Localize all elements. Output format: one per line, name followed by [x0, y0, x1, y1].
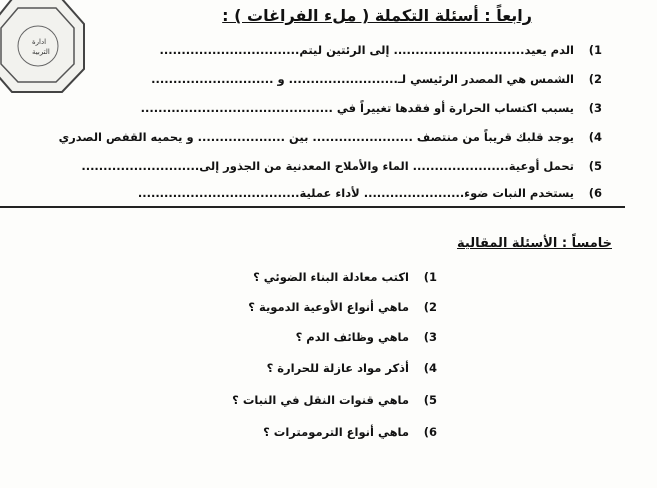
- ministry-logo: [0, 0, 87, 94]
- essay-item: [267, 361, 437, 375]
- essay-item: [296, 330, 437, 344]
- svg-text:التربية: التربية: [32, 48, 50, 56]
- item-number: 1): [588, 43, 602, 57]
- item-text: اكتب معادلة البناء الضوئي ؟: [253, 270, 409, 284]
- item-number: 6): [423, 425, 437, 439]
- item-number: 3): [588, 101, 602, 115]
- item-text: الشمس هي المصدر الرئيسي لـ......................... و ............................: [151, 72, 574, 86]
- section5-title: خامساً : الأسئلة المقالية: [457, 236, 612, 251]
- item-number: 3): [423, 330, 437, 344]
- fill-item: [81, 159, 602, 173]
- item-text: ماهي أنواع الترمومترات ؟: [263, 425, 409, 439]
- fill-item: [59, 130, 602, 144]
- item-number: 4): [588, 130, 602, 144]
- fill-item: [160, 43, 602, 57]
- item-number: 5): [423, 393, 437, 407]
- item-number: 5): [588, 159, 602, 173]
- item-text: يوجد قلبك قريباً من منتصف ....................... بين .................... و يحميه القفص الصدري: [58, 130, 574, 144]
- fill-item: [141, 101, 602, 115]
- item-number: 1): [423, 270, 437, 284]
- item-number: 4): [423, 361, 437, 375]
- svg-text:ادارة: ادارة: [32, 38, 47, 46]
- item-text: يستخدم النبات ضوء....................... لأداء عملية.....................................: [137, 186, 574, 200]
- section4-title: رابعاً : أسئلة التكملة ( ملء الفراغات ) :: [222, 6, 532, 25]
- item-text: ماهي أنواع الأوعية الدموية ؟: [248, 300, 409, 314]
- item-text: يسبب اكتساب الحرارة أو فقدها تغييراً في ............................................: [140, 101, 574, 115]
- item-number: 6): [588, 186, 602, 200]
- essay-item: [263, 425, 437, 439]
- essay-item: [232, 393, 437, 407]
- item-text: تحمل أوعية...................... الماء والأملاح المعدنية من الجذور إلى...........................: [81, 159, 574, 173]
- item-number: 2): [588, 72, 602, 86]
- essay-item: [248, 300, 437, 314]
- essay-item: [253, 270, 437, 284]
- fill-item: [138, 186, 602, 200]
- section-divider: [0, 206, 625, 208]
- item-text: ماهي وظائف الدم ؟: [295, 330, 409, 344]
- item-text: ماهي قنوات النقل في النبات ؟: [232, 393, 409, 407]
- item-text: الدم يعيد.............................. إلى الرئتين ليتم................................: [159, 43, 574, 57]
- item-text: أذكر مواد عازلة للحرارة ؟: [266, 361, 409, 375]
- fill-item: [151, 72, 602, 86]
- item-number: 2): [423, 300, 437, 314]
